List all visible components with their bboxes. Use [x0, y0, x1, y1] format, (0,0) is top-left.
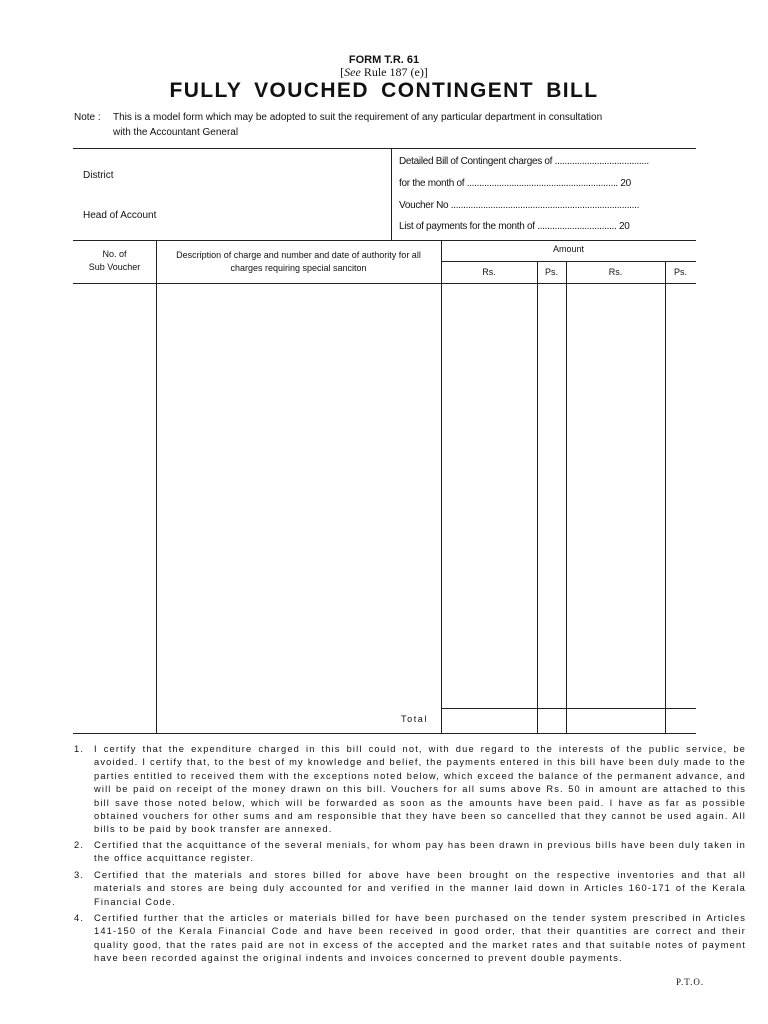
col-header-no-line1: No. of [102, 249, 127, 259]
col-header-rs1: Rs. [482, 267, 496, 277]
table-header-bottom-border [73, 283, 696, 284]
col-header-ps1: Ps. [544, 267, 558, 277]
form-number: FORM T.R. 61 [348, 54, 420, 66]
certificate-number: 2. [74, 840, 85, 850]
certificate-text: Certified that the acquittance of the several menials, for whom pay has been drawn in previous bills have been duly taken in the office acquittance register. [94, 840, 746, 864]
detailed-bill-field: Detailed Bill of Contingent charges of ...................................... [399, 156, 649, 167]
district-label: District [83, 170, 114, 181]
certificate-text: Certified further that the articles or materials billed for have been purchased on the tender system prescribed in Articles 141-150 of the Kerala Financial Code and have been received in good order, that their quantities are correct and their quality good, that the rates paid are not in excess of the accepted and the market rates and that suitable notes of payment have been recorded against the original indents and invoices concerned to prevent double payments. [94, 913, 746, 964]
info-divider [391, 148, 392, 240]
rule-text: Rule 187 (e)] [360, 65, 428, 79]
page-title: FULLY VOUCHED CONTINGENT BILL [169, 79, 599, 102]
rule-open: [ [340, 65, 345, 79]
col-header-ps2: Ps. [673, 267, 687, 277]
info-top-border [73, 148, 696, 149]
rule-see: See [344, 65, 361, 79]
pto-label: P.T.O. [676, 977, 705, 987]
certificate-number: 1. [74, 744, 85, 754]
note-label: Note : [74, 112, 101, 123]
certificate-text: Certified that the materials and stores billed for above have been brought on the respective inventories and that all materials and stores are being duly accounted for and verified in the manner laid down in Articles 160-171 of the Kerala Financial Code. [94, 870, 746, 907]
note-text-line1: This is a model form which may be adopted to suit the requirement of any particular department in consultation [113, 112, 603, 123]
col-divider-rs1 [537, 261, 538, 733]
total-row-top-border [441, 708, 696, 709]
head-of-account-label: Head of Account [83, 210, 157, 221]
col-divider-desc [441, 240, 442, 733]
note-text-line2: with the Accountant General [113, 127, 239, 138]
info-bottom-border [73, 240, 696, 241]
table-bottom-border [73, 733, 696, 734]
col-divider-rs2 [665, 261, 666, 733]
col-header-rs2: Rs. [608, 267, 623, 277]
month-field: for the month of ............................................................. 20 [399, 178, 631, 189]
certificate-number: 4. [74, 913, 85, 923]
col-header-amount: Amount [552, 244, 585, 254]
col-header-description: Description of charge and number and date of authority for all charges requiring special sanciton [176, 250, 421, 273]
amount-subheader-rule [441, 261, 696, 262]
certificate-number: 3. [74, 870, 85, 880]
payments-field: List of payments for the month of ................................ 20 [399, 221, 630, 232]
total-label: Total [401, 714, 429, 724]
rule-reference [0, 65, 768, 80]
col-divider-ps1 [566, 261, 567, 733]
col-header-no-line2: Sub Voucher [88, 262, 141, 272]
col-divider-no [156, 240, 157, 733]
certificate-text: I certify that the expenditure charged in this bill could not, with due regard to the interests of the public service, be avoided. I certify that, to the best of my knowledge and belief, the payments entered in this bill have been duly made to the parties entitled to received them with the exceptions noted below, which exceed the balance of the permanent advance, and will be paid on receipt of the money drawn on this bill. Vouchers for all sums above Rs. 50 in amount are attached to this bill save those noted below, which will be forwarded as soon as the amounts have been paid. I have as far as possible obtained vouchers for other sums and am responsible that they have been so cancelled that they cannot be used again. All bills to be paid by book transfer are annexed. [94, 744, 746, 835]
voucher-no-field: Voucher No ............................................................................ [399, 200, 640, 211]
